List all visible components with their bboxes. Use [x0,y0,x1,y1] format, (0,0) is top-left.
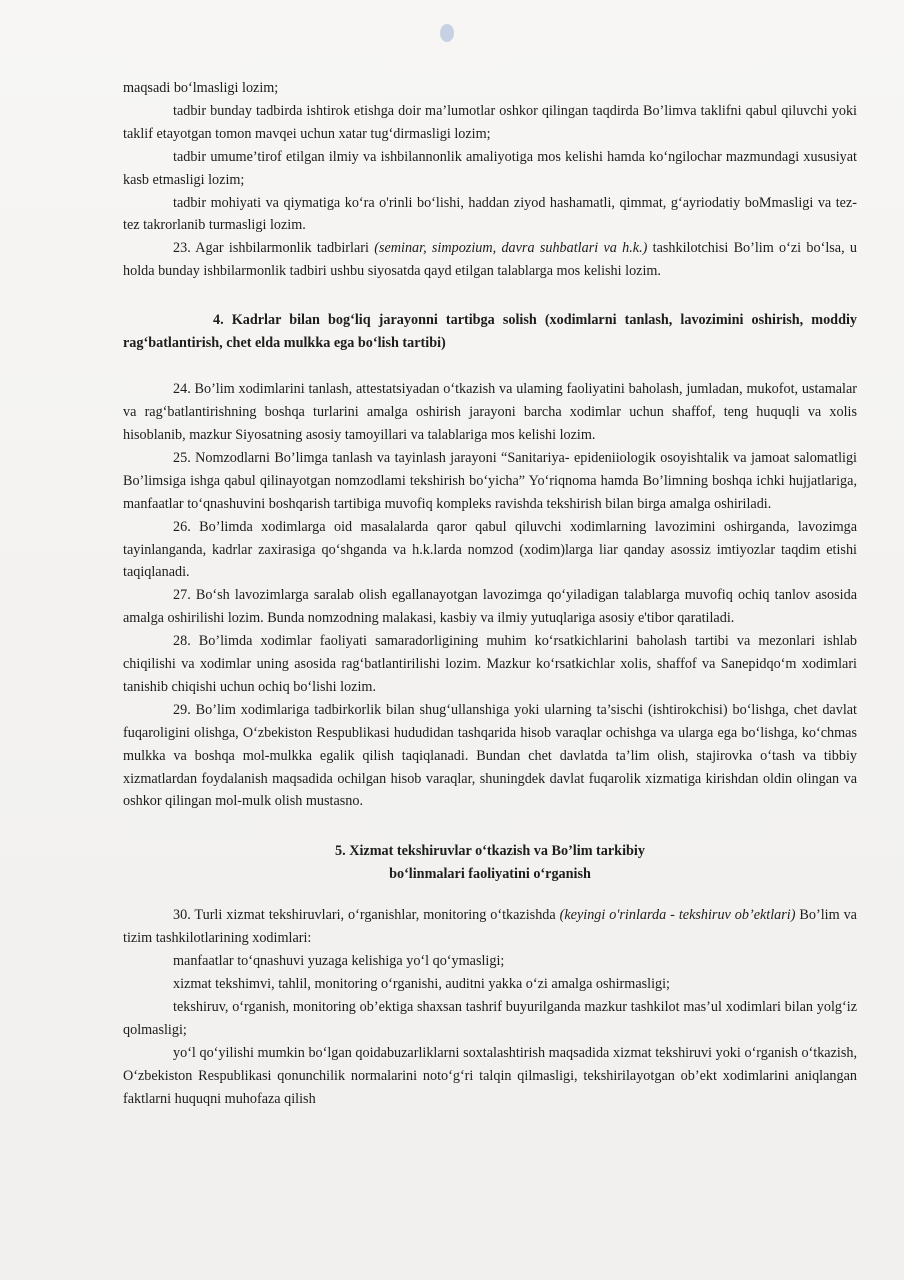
paragraph-27: 27. Bo‘sh lavozimlarga saralab olish egallanayotgan lavozimga qo‘yiladigan talablarga muvofiq ochiq tanlov asosida amalga oshirilishi lozim. Bunda nomzodning malakasi, kasbiy va ilmiy yutuqlariga asosiy e'tibor qaratiladi. [123,587,857,627]
paragraph-29: 29. Bo’lim xodimlariga tadbirkorlik bilan shug‘ullanshiga yoki ularning ta’sischi (ishtirokchisi) bo‘lishga, chet davlat fuqaroligini olishga, O‘zbekiston Respublikasi hududidan tashqarida hisob varaqlar ochishga va ularga ega bo‘lishga, ko‘chmas mulkka va boshqa mol-mulkka egalik qilish taqiqlanadi. Bundan chet davlatda ta’lim olish, stajirovka o‘tash va tibbiy xizmatlardan foydalanish maqsadida ochilgan hisob varaqlar, shuningdek davlat fuqarolik xizmatiga kirishdan oldin olingan va oshkor qilingan mol-mulk olish mustasno. [123,701,857,810]
ink-spot [440,24,454,42]
paragraph-26: 26. Bo’limda xodimlarga oid masalalarda qaror qabul qiluvchi xodimlarning lavozimini oshirganda, lavozimga tayinlanganda, kadrlar zaxirasiga qo‘shganda va h.k.larda nomzod (xodim)larga liar qanday asossiz imtiyozlar taqdim etishi taqiqlanadi. [123,518,857,581]
section-heading-4: 4. Kadrlar bilan bog‘liq jarayonni tartibga solish (xodimlarni tanlash, lavozimini oshirish, moddiy rag‘batlantirish, chet elda mulkka ega bo‘lish tartibi) [123,312,857,352]
paragraph: maqsadi bo‘lmasligi lozim; [123,80,279,96]
list-item: manfaatlar to‘qnashuvi yuzaga kelishiga yo‘l qo‘ymasligi; [173,953,505,970]
paragraph: tadbir umume’tirof etilgan ilmiy va ishbilannonlik amaliyotiga mos kelishi hamda ko‘ngilochar mazmundagi xususiyat kasb etmasligi lozim; [123,148,857,188]
paragraph: tadbir bunday tadbirda ishtirok etishga doir ma’lumotlar oshkor qilingan taqdirda Bo’limva taklifni qabul qiluvchi yoki taklif etayotgan tomon mavqei uchun xatar tug‘dirmasligi lozim; [123,102,857,142]
paragraph-25: 25. Nomzodlarni Bo’limga tanlash va tayinlash jarayoni “Sanitariya- epideniiologik osoyishtalik va jamoat salomatligi Bo’limsiga ishga qabul qilinayotgan nomzodlami tekshirish bo‘yicha” Yo‘riqnoma hamda Bo’limning boshqa ichki hujjatlariga, manfaatlar to‘qnashuvini boshqarish tartibiga muvofiq kompleks ravishda tekshirish bilan birga amalga oshiriladi. [123,449,857,512]
paragraph-28: 28. Bo’limda xodimlar faoliyati samaradorligining muhim ko‘rsatkichlarini baholash tartibi va mezonlari ishlab chiqilishi va xodimlar uning asosida rag‘batlantirilishi lozim. Mazkur ko‘rsatkichlar xolis, shaffof va Sanepidqo‘m xodimlari tanishib chiqishi uchun ochiq bo‘lishi lozim. [123,633,857,695]
paragraph-24: 24. Bo’lim xodimlarini tanlash, attestatsiyadan o‘tkazish va ulaming faoliyatini baholash, jumladan, mukofot, ustamalar va rag‘batlantirishning boshqa turlarini amalga oshirish jarayoni barcha xodimlar uchun shaffof, teng huquqli va xolis hisoblanib, mazkur Siyosatning asosiy tamoyillari va talablariga mos kelishi lozim. [123,381,857,443]
document-body [123,77,857,1111]
paragraph-23: 23. Agar ishbilarmonlik tadbirlari (seminar, simpozium, davra suhbatlari va h.k.) tashkilotchisi Bo’lim o‘zi bo‘lsa, u holda bunday ishbilarmonlik tadbiri ushbu siyosatda qayd etilgan talablarga mos kelishi lozim. [123,240,857,280]
heading-line-1: 5. Xizmat tekshiruvlar o‘tkazish va Bo’lim tarkibiy [335,843,645,860]
paragraph: tadbir mohiyati va qiymatiga ko‘ra o'rinli bo‘lishi, haddan ziyod hashamatli, qimmat, g‘ayriodatiy boMmasligi va tez-tez takrorlanib turmasligi lozim. [123,194,857,234]
heading-line-2: bo‘linmalari faoliyatini o‘rganish [389,866,591,883]
list-item: tekshiruv, o‘rganish, monitoring ob’ektiga shaxsan tashrif buyurilganda mazkur tashkilot mas’ul xodimlari bilan yolg‘iz qolmasligi; [123,999,857,1038]
list-item: xizmat tekshimvi, tahlil, monitoring o‘rganishi, auditni yakka o‘zi amalga oshirmasligi; [173,976,670,993]
list-item: yo‘l qo‘yilishi mumkin bo‘lgan qoidabuzarliklarni soxtalashtirish maqsadida xizmat tekshiruvi yoki o‘rganish o‘tkazish, O‘zbekiston Respublikasi qonunchilik normalarini noto‘g‘ri talqin qilmasligi, tekshirilayotgan ob’ekt xodimlarini aniqlangan faktlarni huquqni muhofaza qilish [123,1044,857,1107]
paragraph-30: 30. Turli xizmat tekshiruvlari, o‘rganishlar, monitoring o‘tkazishda (keyingi o'rinlarda - tekshiruv ob’ektlari) Bo’lim va tizim tashkilotlarining xodimlari: [123,907,857,947]
section-heading-5 [123,840,857,886]
